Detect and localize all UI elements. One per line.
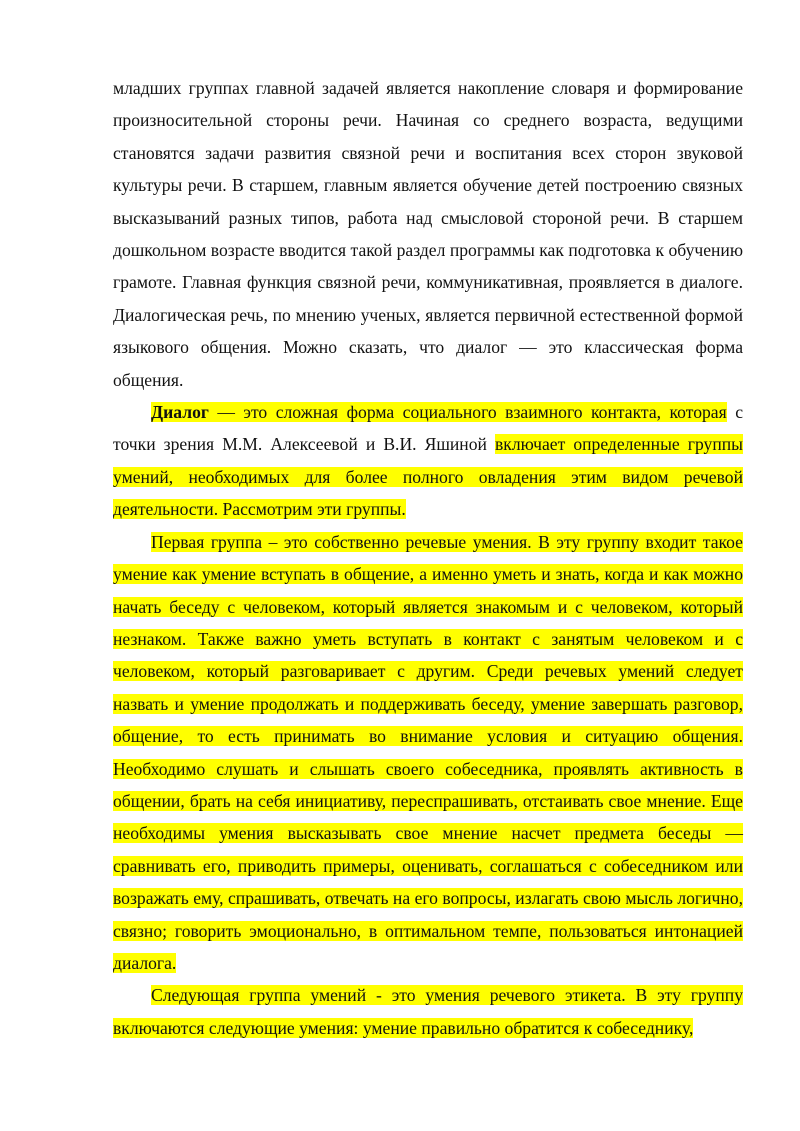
first-group-text: Первая группа – это собственно речевые умения. В эту группу входит такое умение как умение вступать в общение, а именно уметь и знать, когда и как можно начать беседу с человеком, который является знакомым и с человеком, который незнаком. Также важно уметь вступать в контакт с занятым человеком и с человеком, который разговаривает с другим. Среди речевых умений следует назвать и умение продолжать и поддерживать беседу, умение завершать разговор, общение, то есть принимать во внимание условия и ситуацию общения. Необходимо слушать и слышать своего собеседника, проявлять активность в общении, брать на себя инициативу, переспрашивать, отстаивать свое мнение. Еще необходимы умения высказывать свое мнение насчет предмета беседы — сравнивать его, приводить примеры, оценивать, соглашаться с собеседником или возражать ему, спрашивать, отвечать на его вопросы, излагать свою мысль логично, связно; говорить эмоционально, в оптимальном темпе, пользоваться интонацией диалога. [113, 531, 743, 973]
paragraph-first-group [113, 526, 743, 980]
paragraph-dialogue-definition [113, 396, 743, 526]
speech-etiquette-text: Следующая группа умений - это умения речевого этикета. В эту группу включаются следующие умения: умение правильно обратится к собеседнику, [113, 985, 743, 1038]
document-body [113, 72, 743, 1044]
dialogue-definition-highlight: — это сложная форма социального взаимного контакта, которая [208, 402, 727, 423]
paragraph-speech-etiquette [113, 979, 743, 1044]
paragraph-1-text: младших группах главной задачей является накопление словаря и формирование произносительной стороны речи. Начиная со среднего возраста, ведущими становятся задачи развития связной речи и воспитания всех сторон звуковой культуры речи. В старшем, главным является обучение детей построению связных высказываний разных типов, работа над смысловой стороной речи. В старшем дошкольном возрасте вводится такой раздел программы как подготовка к обучению грамоте. Главная функция связной речи, коммуникативная, проявляется в диалоге. Диалогическая речь, по мнению ученых, является первичной естественной формой языкового общения. Можно сказать, что диалог — это классическая форма общения. [113, 78, 743, 390]
term-dialogue: Диалог [151, 402, 209, 423]
dialogue-definition-citation: с точки зрения М.М. Алексеевой и В.И. Яшиной [113, 402, 743, 455]
dialogue-definition-skills-highlight: включает определенные группы умений, необходимых для более полного овладения этим видом речевой деятельности. Рассмотрим эти группы. [113, 434, 744, 520]
paragraph-speech-development [113, 72, 743, 396]
